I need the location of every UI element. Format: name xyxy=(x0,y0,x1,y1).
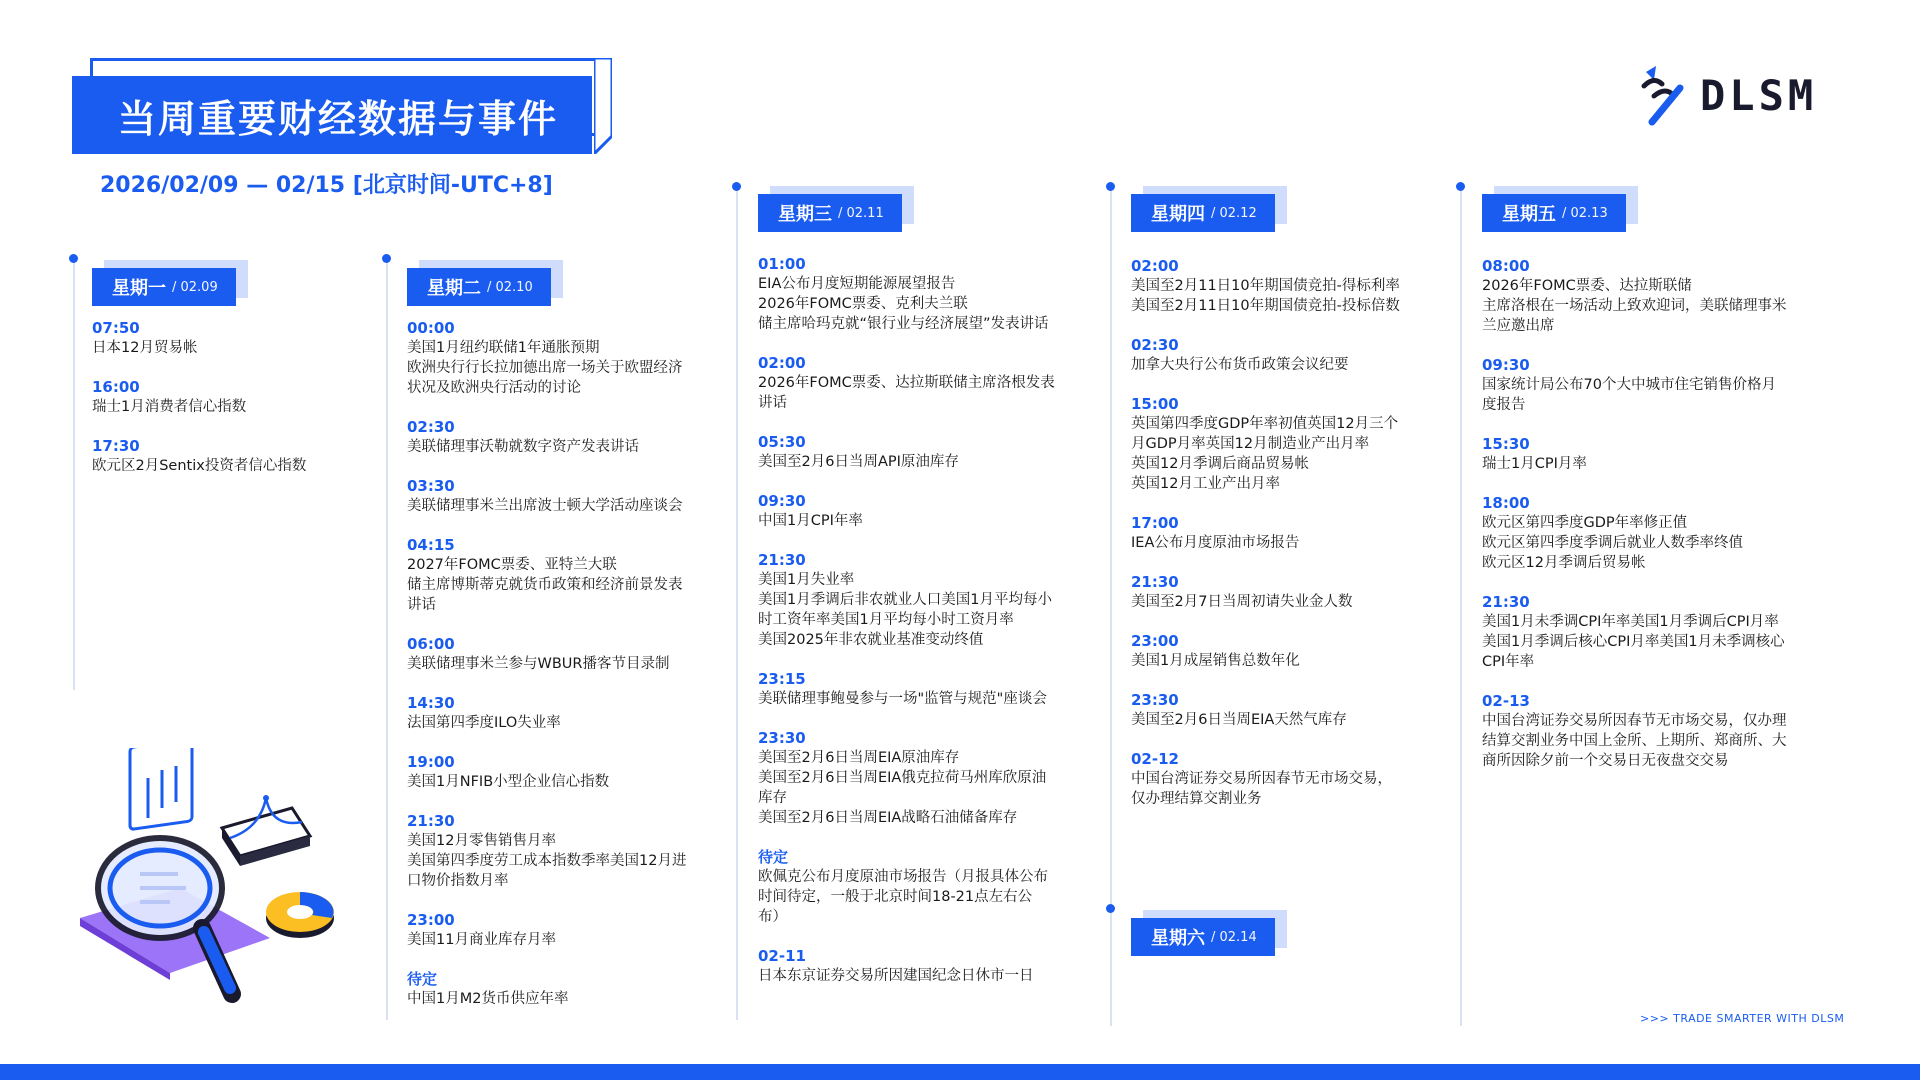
event-time: 19:00 xyxy=(407,753,455,771)
event-item: 美国至2月6日当周EIA俄克拉荷马州库欣原油 xyxy=(758,770,1047,786)
event-item: 美国1月纽约联储1年通胀预期 xyxy=(407,340,600,356)
event-time: 02-13 xyxy=(1482,692,1530,710)
day-date: / 02.11 xyxy=(838,205,884,221)
title-banner xyxy=(72,58,612,154)
event-entry xyxy=(407,318,719,398)
event-item: 中国1月M2货币供应年率 xyxy=(407,991,569,1007)
event-time: 17:30 xyxy=(92,437,140,455)
event-item: 美联储理事米兰参与WBUR播客节目录制 xyxy=(407,656,670,672)
event-entry xyxy=(407,752,719,792)
day-name: 星期五 xyxy=(1502,204,1556,225)
event-entry xyxy=(407,535,719,615)
event-entry xyxy=(1482,256,1837,336)
event-time: 23:00 xyxy=(407,911,455,929)
event-entry xyxy=(758,491,1093,531)
event-item: 欧元区12月季调后贸易帐 xyxy=(1482,555,1646,571)
event-entry xyxy=(1131,513,1446,553)
event-item: 度报告 xyxy=(1482,397,1526,413)
column-line-friday xyxy=(1460,186,1462,1026)
event-item: 美联储理事米兰出席波士顿大学活动座谈会 xyxy=(407,498,683,514)
event-time: 02:30 xyxy=(407,418,455,436)
event-time: 06:00 xyxy=(407,635,455,653)
event-item: 讲话 xyxy=(758,395,787,411)
dlsm-logo-icon xyxy=(1640,62,1688,128)
column-line-monday xyxy=(73,258,75,690)
event-time: 17:00 xyxy=(1131,514,1179,532)
event-entry xyxy=(92,436,362,476)
event-item: 日本东京证券交易所因建国纪念日休市一日 xyxy=(758,968,1034,984)
event-item: 瑞士1月CPI月率 xyxy=(1482,456,1587,472)
event-item: 欧元区第四季度季调后就业人数季率终值 xyxy=(1482,535,1743,551)
bottom-bar xyxy=(0,1064,1920,1080)
event-time: 15:30 xyxy=(1482,435,1530,453)
event-item: 2026年FOMC票委、达拉斯联储 xyxy=(1482,278,1692,294)
event-entry xyxy=(758,946,1093,986)
event-time: 02:00 xyxy=(758,354,806,372)
events-thursday xyxy=(1131,256,1446,828)
event-time: 02:00 xyxy=(1131,257,1179,275)
event-item: 2026年FOMC票委、克利夫兰联 xyxy=(758,296,968,312)
logo-text: DLSM xyxy=(1700,70,1818,120)
event-time: 16:00 xyxy=(92,378,140,396)
event-item: 美国2025年非农就业基准变动终值 xyxy=(758,632,984,648)
event-item: 美国至2月6日当周EIA天然气库存 xyxy=(1131,712,1347,728)
event-time: 21:30 xyxy=(407,812,455,830)
event-time: 07:50 xyxy=(92,319,140,337)
event-time: 01:00 xyxy=(758,255,806,273)
day-date: / 02.14 xyxy=(1211,929,1257,945)
event-entry xyxy=(1131,690,1446,730)
event-time: 04:15 xyxy=(407,536,455,554)
event-entry xyxy=(1482,493,1837,573)
event-item: 美国1月失业率 xyxy=(758,572,855,588)
event-item: 法国第四季度ILO失业率 xyxy=(407,715,561,731)
event-item: IEA公布月度原油市场报告 xyxy=(1131,535,1300,551)
day-date: / 02.10 xyxy=(487,279,533,295)
event-entry xyxy=(1131,394,1446,494)
event-item: 美国至2月11日10年期国债竞拍-投标倍数 xyxy=(1131,298,1400,314)
event-item: CPI年率 xyxy=(1482,654,1535,670)
event-time: 03:30 xyxy=(407,477,455,495)
event-item: EIA公布月度短期能源展望报告 xyxy=(758,276,956,292)
event-entry xyxy=(92,377,362,417)
event-item: 英国第四季度GDP年率初值英国12月三个 xyxy=(1131,416,1399,432)
event-item: 美国1月季调后核心CPI月率美国1月未季调核心 xyxy=(1482,634,1785,650)
event-item: 欧洲央行行长拉加德出席一场关于欧盟经济 xyxy=(407,360,683,376)
event-item: 美国至2月11日10年期国债竞拍-得标利率 xyxy=(1131,278,1400,294)
footer-tagline: >>> TRADE SMARTER WITH DLSM xyxy=(1640,1012,1845,1025)
event-item: 时工资年率美国1月平均每小时工资月率 xyxy=(758,612,1014,628)
analytics-illustration xyxy=(70,748,360,1018)
event-entry xyxy=(407,693,719,733)
event-time: 23:00 xyxy=(1131,632,1179,650)
event-entry xyxy=(407,634,719,674)
event-time: 待定 xyxy=(407,970,438,988)
day-date: / 02.09 xyxy=(172,279,218,295)
events-tuesday xyxy=(407,318,719,1028)
events-friday xyxy=(1482,256,1837,790)
event-entry xyxy=(758,254,1093,334)
day-name: 星期六 xyxy=(1151,928,1205,949)
event-item: 2027年FOMC票委、亚特兰大联 xyxy=(407,557,617,573)
event-item: 布） xyxy=(758,909,787,925)
event-item: 美国1月成屋销售总数年化 xyxy=(1131,653,1300,669)
event-item: 瑞士1月消费者信心指数 xyxy=(92,399,247,415)
event-item: 美国11月商业库存月率 xyxy=(407,932,556,948)
event-time: 05:30 xyxy=(758,433,806,451)
column-dot-thursday xyxy=(1106,182,1115,191)
event-item: 讲话 xyxy=(407,597,436,613)
event-item: 美国12月零售销售月率 xyxy=(407,833,556,849)
event-time: 02:30 xyxy=(1131,336,1179,354)
column-line-thursday xyxy=(1110,186,1112,1026)
event-item: 美国1月未季调CPI年率美国1月季调后CPI月率 xyxy=(1482,614,1779,630)
event-time: 09:30 xyxy=(1482,356,1530,374)
date-range: 2026/02/09 — 02/15 [北京时间-UTC+8] xyxy=(100,173,553,198)
event-entry xyxy=(1482,434,1837,474)
event-entry xyxy=(1131,335,1446,375)
event-item: 结算交割业务中国上金所、上期所、郑商所、大 xyxy=(1482,733,1787,749)
event-item: 欧元区2月Sentix投资者信心指数 xyxy=(92,458,307,474)
events-wednesday xyxy=(758,254,1093,1005)
event-time: 02-11 xyxy=(758,947,806,965)
event-item: 美联储理事鲍曼参与一场"监管与规范"座谈会 xyxy=(758,691,1047,707)
column-dot-saturday xyxy=(1106,904,1115,913)
brand-logo xyxy=(1640,62,1840,128)
events-monday xyxy=(92,318,362,495)
event-time: 21:30 xyxy=(1131,573,1179,591)
event-item: 月GDP月率英国12月制造业产出月率 xyxy=(1131,436,1370,452)
event-entry xyxy=(1482,592,1837,672)
title-banner-3d-edge xyxy=(594,58,612,154)
column-line-tuesday xyxy=(386,258,388,1020)
event-item: 2026年FOMC票委、达拉斯联储主席洛根发表 xyxy=(758,375,1055,391)
column-line-wednesday xyxy=(736,186,738,1020)
event-item: 美国至2月6日当周EIA战略石油储备库存 xyxy=(758,810,1018,826)
event-item: 国家统计局公布70个大中城市住宅销售价格月 xyxy=(1482,377,1776,393)
event-entry xyxy=(758,550,1093,650)
event-entry xyxy=(407,969,719,1009)
day-name: 星期四 xyxy=(1151,204,1205,225)
event-item: 美国至2月6日当周EIA原油库存 xyxy=(758,750,960,766)
event-item: 日本12月贸易帐 xyxy=(92,340,198,356)
event-item: 中国台湾证券交易所因春节无市场交易，仅办理 xyxy=(1482,713,1787,729)
event-time: 00:00 xyxy=(407,319,455,337)
event-time: 18:00 xyxy=(1482,494,1530,512)
event-entry xyxy=(1131,749,1446,809)
event-entry xyxy=(92,318,362,358)
event-item: 中国台湾证券交易所因春节无市场交易， xyxy=(1131,771,1392,787)
event-item: 口物价指数月率 xyxy=(407,873,509,889)
event-item: 欧佩克公布月度原油市场报告（月报具体公布 xyxy=(758,869,1048,885)
day-date: / 02.13 xyxy=(1562,205,1608,221)
event-entry xyxy=(1131,631,1446,671)
event-item: 英国12月季调后商品贸易帐 xyxy=(1131,456,1309,472)
event-entry xyxy=(1482,355,1837,415)
event-time: 21:30 xyxy=(758,551,806,569)
event-time: 14:30 xyxy=(407,694,455,712)
event-item: 状况及欧洲央行活动的讨论 xyxy=(407,380,581,396)
event-item: 中国1月CPI年率 xyxy=(758,513,863,529)
event-time: 09:30 xyxy=(758,492,806,510)
event-time: 02-12 xyxy=(1131,750,1179,768)
column-dot-tuesday xyxy=(382,254,391,263)
column-dot-wednesday xyxy=(732,182,741,191)
event-time: 15:00 xyxy=(1131,395,1179,413)
event-entry xyxy=(1131,572,1446,612)
column-dot-monday xyxy=(69,254,78,263)
event-time: 23:15 xyxy=(758,670,806,688)
column-dot-friday xyxy=(1456,182,1465,191)
event-entry xyxy=(758,432,1093,472)
event-item: 时间待定，一般于北京时间18-21点左右公 xyxy=(758,889,1033,905)
page-title: 当周重要财经数据与事件 xyxy=(72,76,592,154)
event-entry xyxy=(1131,256,1446,316)
event-time: 21:30 xyxy=(1482,593,1530,611)
day-name: 星期一 xyxy=(112,278,166,299)
event-item: 储主席博斯蒂克就货币政策和经济前景发表 xyxy=(407,577,683,593)
event-entry xyxy=(758,847,1093,927)
event-item: 商所因除夕前一个交易日无夜盘交交易 xyxy=(1482,753,1729,769)
event-item: 英国12月工业产出月率 xyxy=(1131,476,1280,492)
event-item: 储主席哈玛克就“银行业与经济展望”发表讲话 xyxy=(758,316,1049,332)
event-entry xyxy=(758,353,1093,413)
event-entry xyxy=(1482,691,1837,771)
event-item: 美国至2月7日当周初请失业金人数 xyxy=(1131,594,1353,610)
event-item: 欧元区第四季度GDP年率修正值 xyxy=(1482,515,1688,531)
event-item: 库存 xyxy=(758,790,787,806)
event-entry xyxy=(407,417,719,457)
day-date: / 02.12 xyxy=(1211,205,1257,221)
event-time: 23:30 xyxy=(758,729,806,747)
event-item: 美联储理事沃勒就数字资产发表讲话 xyxy=(407,439,639,455)
event-item: 美国1月季调后非农就业人口美国1月平均每小 xyxy=(758,592,1052,608)
event-time: 待定 xyxy=(758,848,789,866)
event-item: 美国1月NFIB小型企业信心指数 xyxy=(407,774,610,790)
event-entry xyxy=(407,910,719,950)
event-entry xyxy=(407,811,719,891)
event-item: 美国第四季度劳工成本指数季率美国12月进 xyxy=(407,853,687,869)
event-entry xyxy=(758,728,1093,828)
event-time: 23:30 xyxy=(1131,691,1179,709)
event-item: 兰应邀出席 xyxy=(1482,318,1555,334)
event-entry xyxy=(758,669,1093,709)
event-item: 主席洛根在一场活动上致欢迎词，美联储理事米 xyxy=(1482,298,1787,314)
event-entry xyxy=(407,476,719,516)
day-name: 星期三 xyxy=(778,204,832,225)
event-item: 美国至2月6日当周API原油库存 xyxy=(758,454,959,470)
day-name: 星期二 xyxy=(427,278,481,299)
event-item: 仅办理结算交割业务 xyxy=(1131,791,1262,807)
event-time: 08:00 xyxy=(1482,257,1530,275)
event-item: 加拿大央行公布货币政策会议纪要 xyxy=(1131,357,1349,373)
